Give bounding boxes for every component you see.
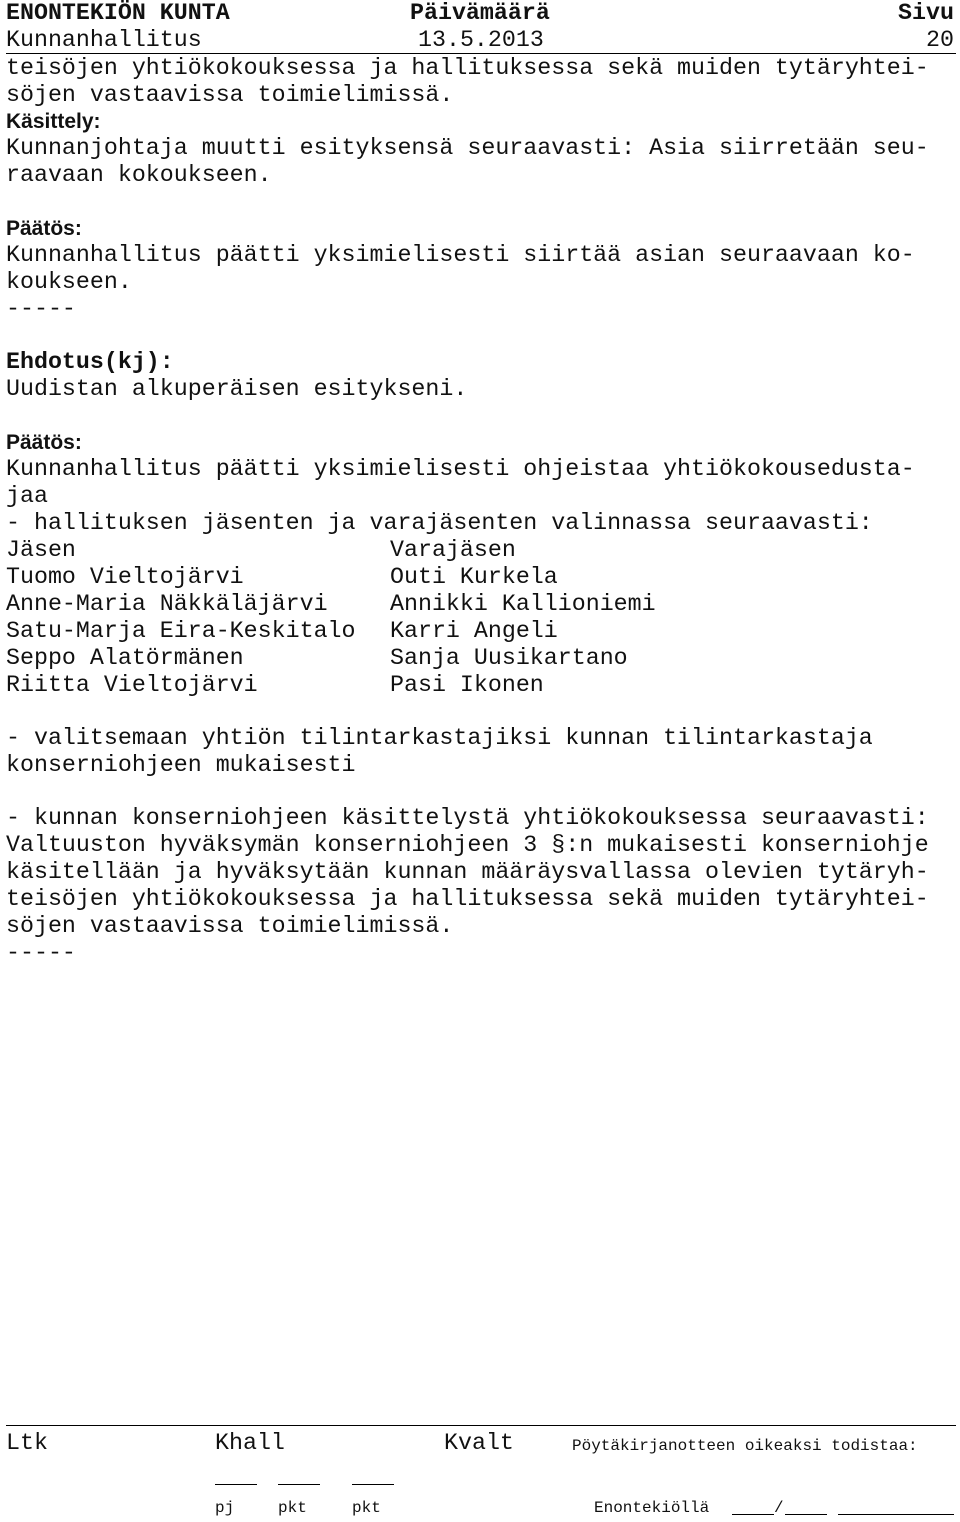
certify-text: Pöytäkirjanotteen oikeaksi todistaa: xyxy=(572,1437,918,1455)
ehdotus-heading: Ehdotus(kj): xyxy=(6,349,174,375)
member-column-header: Jäsen xyxy=(6,537,76,563)
end-separator: ----- xyxy=(6,940,76,966)
group-guideline-line: käsitellään ja hyväksytään kunnan määräysvallassa olevien tytäryh- xyxy=(6,859,929,885)
group-guideline-line: teisöjen yhtiökokouksessa ja hallituksessa sekä muiden tytäryhtei- xyxy=(6,886,929,912)
group-guideline-line: Valtuuston hyväksymän konserniohjeen 3 §:n mukaisesti konserniohje xyxy=(6,832,929,858)
footer-pkt: pkt xyxy=(278,1499,307,1517)
pkt-blank-line xyxy=(278,1484,320,1485)
paatos-heading: Päätös: xyxy=(6,217,82,240)
deputy-name: Karri Angeli xyxy=(390,618,558,644)
intro-line: teisöjen yhtiökokouksessa ja hallituksessa sekä muiden tytäryhtei- xyxy=(6,55,929,81)
paatos-heading: Päätös: xyxy=(6,431,82,454)
footer-pj: pj xyxy=(215,1499,235,1517)
deputy-name: Pasi Ikonen xyxy=(390,672,544,698)
page-label: Sivu xyxy=(898,0,954,26)
date-label: Päivämäärä xyxy=(410,0,550,26)
member-name: Seppo Alatörmänen xyxy=(6,645,244,671)
footer-place: Enontekiöllä xyxy=(594,1499,710,1517)
ehdotus-text: Uudistan alkuperäisen esitykseni. xyxy=(6,376,468,402)
deputy-column-header: Varajäsen xyxy=(390,537,516,563)
paatos-line: koukseen. xyxy=(6,269,132,295)
footer-pkt: pkt xyxy=(352,1499,381,1517)
day-blank-line xyxy=(732,1514,774,1515)
auditor-line: konserniohjeen mukaisesti xyxy=(6,752,356,778)
footer-rule xyxy=(6,1425,956,1426)
deputy-name: Annikki Kallioniemi xyxy=(390,591,656,617)
pj-blank-line xyxy=(215,1484,257,1485)
page-number: 20 xyxy=(926,27,954,53)
paatos-line: - hallituksen jäsenten ja varajäsenten valinnassa seuraavasti: xyxy=(6,510,873,536)
group-guideline-line: - kunnan konserniohjeen käsittelystä yhtiökokouksessa seuraavasti: xyxy=(6,805,929,831)
footer-slash: / xyxy=(774,1499,784,1517)
group-guideline-line: söjen vastaavissa toimielimissä. xyxy=(6,913,454,939)
footer-ltk: Ltk xyxy=(6,1430,48,1456)
separator: ----- xyxy=(6,296,76,322)
member-name: Tuomo Vieltojärvi xyxy=(6,564,244,590)
header-rule xyxy=(6,53,956,54)
intro-line: söjen vastaavissa toimielimissä. xyxy=(6,82,454,108)
deputy-name: Sanja Uusikartano xyxy=(390,645,628,671)
deputy-name: Outi Kurkela xyxy=(390,564,558,590)
month-blank-line xyxy=(785,1514,827,1515)
organization-name: ENONTEKIÖN KUNTA xyxy=(6,0,230,26)
body-name: Kunnanhallitus xyxy=(6,27,202,53)
kasittely-line: raavaan kokoukseen. xyxy=(6,162,272,188)
pkt-blank-line xyxy=(352,1484,394,1485)
paatos-line: jaa xyxy=(6,483,48,509)
paatos-line: Kunnanhallitus päätti yksimielisesti ohjeistaa yhtiökokousedusta- xyxy=(6,456,915,482)
footer-khall: Khall xyxy=(215,1430,285,1456)
meeting-date: 13.5.2013 xyxy=(418,27,544,53)
footer-kvalt: Kvalt xyxy=(444,1430,514,1456)
signature-blank-line xyxy=(838,1514,954,1515)
kasittely-line: Kunnanjohtaja muutti esityksensä seuraavasti: Asia siirretään seu- xyxy=(6,135,929,161)
kasittely-heading: Käsittely: xyxy=(6,110,101,133)
member-name: Anne-Maria Näkkäläjärvi xyxy=(6,591,328,617)
paatos-line: Kunnanhallitus päätti yksimielisesti siirtää asian seuraavaan ko- xyxy=(6,242,915,268)
member-name: Riitta Vieltojärvi xyxy=(6,672,258,698)
member-name: Satu-Marja Eira-Keskitalo xyxy=(6,618,356,644)
auditor-line: - valitsemaan yhtiön tilintarkastajiksi kunnan tilintarkastaja xyxy=(6,725,873,751)
